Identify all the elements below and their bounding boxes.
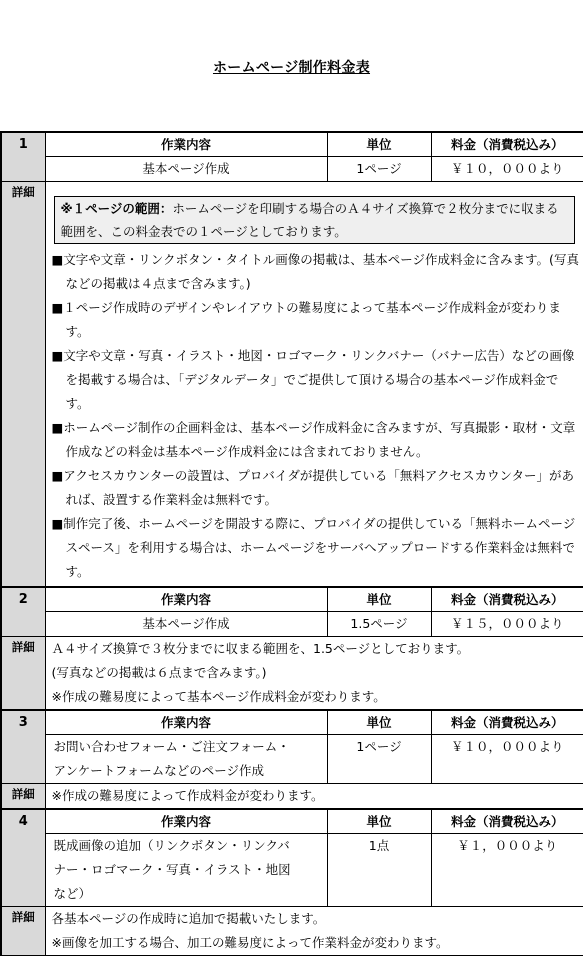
item-name: [45, 612, 327, 637]
detail-line: ※作成の難易度によって作成料金が変わります。: [51, 788, 324, 803]
detail-bullet: ■アクセスカウンターの設置は、プロバイダが提供している「無料アクセスカウンター」があれば、設置する作業料金は無料です。: [51, 468, 575, 507]
detail-bullet: ■制作完了後、ホームページを開設する際に、プロバイダの提供している「無料ホームページスペース」を利用する場合は、ホームページをサーバへアップロードする作業料金は無料です。: [51, 516, 576, 579]
section-number: 2: [1, 587, 45, 637]
section-1-header-row: [1, 132, 583, 157]
note-text: ホームページを印刷する場合のＡ４サイズ換算で２枚分までに収まる範囲を、この料金表での１ページとしております。: [60, 201, 559, 239]
section-4-value-row: [1, 834, 583, 907]
detail-content: [45, 907, 583, 956]
item-line: 基本ページ作成: [142, 161, 230, 176]
detail-content: [45, 182, 583, 588]
header-work: 作業内容: [45, 587, 327, 612]
item-line: など）: [53, 886, 92, 901]
item-line: アンケートフォームなどのページ作成: [53, 763, 265, 778]
item-name: [45, 157, 327, 182]
section-number: 3: [1, 710, 45, 784]
header-unit: 単位: [327, 809, 431, 834]
detail-bullet: ■ホームページ制作の企画料金は、基本ページ作成料金に含みますが、写真撮影・取材・文章作成などの料金は基本ページ作成料金には含まれておりません。: [51, 420, 576, 459]
detail-line: Ａ４サイズ換算で３枚分までに収まる範囲を、1.5ページとしております。: [51, 641, 470, 656]
price-table-container: [0, 131, 583, 956]
section-4-detail-row: [1, 907, 583, 956]
header-price: 料金（消費税込み）: [431, 587, 583, 612]
detail-label: 詳細: [1, 907, 45, 956]
section-1-detail-row: [1, 182, 583, 588]
header-unit: 単位: [327, 710, 431, 735]
detail-bullet: ■１ページ作成時のデザインやレイアウトの難易度によって基本ページ作成料金が変わります。: [51, 300, 561, 339]
section-2-header-row: [1, 587, 583, 612]
section-3-value-row: [1, 735, 583, 784]
item-name: [45, 834, 327, 907]
section-3-detail-row: [1, 784, 583, 810]
section-number: 4: [1, 809, 45, 907]
header-price: 料金（消費税込み）: [431, 132, 583, 157]
item-line: 基本ページ作成: [142, 616, 230, 631]
detail-content: [45, 637, 583, 711]
detail-line: (写真などの掲載は６点まで含みます。): [51, 665, 267, 680]
header-work: 作業内容: [45, 132, 327, 157]
header-price: 料金（消費税込み）: [431, 809, 583, 834]
detail-bullet: ■文字や文章・写真・イラスト・地図・ロゴマーク・リンクバナー（バナー広告）などの画像を掲載する場合は、「デジタルデータ」でご提供して頂ける場合の基本ページ作成料金です。: [51, 348, 575, 411]
price-value: ￥１，０００より: [431, 834, 583, 907]
item-line: ナー・ロゴマーク・写真・イラスト・地図: [53, 862, 291, 877]
unit-value: 1点: [327, 834, 431, 907]
unit-value: 1ページ: [327, 157, 431, 182]
header-unit: 単位: [327, 587, 431, 612]
page-title: ホームページ制作料金表: [212, 60, 371, 76]
note-bold: ※１ページの範囲：: [60, 201, 173, 216]
detail-line: ※作成の難易度によって基本ページ作成料金が変わります。: [51, 689, 386, 704]
item-line: 既成画像の追加（リンクボタン・リンクバ: [53, 838, 290, 853]
unit-value: 1.5ページ: [327, 612, 431, 637]
price-table: [0, 131, 583, 956]
price-value: ￥１０，０００より: [431, 735, 583, 784]
detail-line: ※画像を加工する場合、加工の難易度によって作業料金が変わります。: [51, 935, 449, 950]
section-2-detail-row: [1, 637, 583, 711]
price-value: ￥１０，０００より: [431, 157, 583, 182]
item-name: [45, 735, 327, 784]
section-1-value-row: [1, 157, 583, 182]
header-price: 料金（消費税込み）: [431, 710, 583, 735]
detail-content: [45, 784, 583, 810]
section-2-value-row: [1, 612, 583, 637]
price-value: ￥１５，０００より: [431, 612, 583, 637]
detail-label: 詳細: [1, 182, 45, 588]
section-3-header-row: [1, 710, 583, 735]
section-4-header-row: [1, 809, 583, 834]
header-unit: 単位: [327, 132, 431, 157]
detail-line: 各基本ページの作成時に追加で掲載いたします。: [51, 911, 326, 926]
detail-label: 詳細: [1, 637, 45, 711]
unit-value: 1ページ: [327, 735, 431, 784]
page-range-note: [54, 196, 576, 244]
item-line: お問い合わせフォーム・ご注文フォーム・: [53, 739, 290, 754]
header-work: 作業内容: [45, 710, 327, 735]
detail-bullet: ■文字や文章・リンクボタン・タイトル画像の掲載は、基本ページ作成料金に含みます。(写真などの掲載は４点まで含みます。): [51, 252, 579, 291]
header-work: 作業内容: [45, 809, 327, 834]
section-number: 1: [1, 132, 45, 182]
detail-label: 詳細: [1, 784, 45, 810]
